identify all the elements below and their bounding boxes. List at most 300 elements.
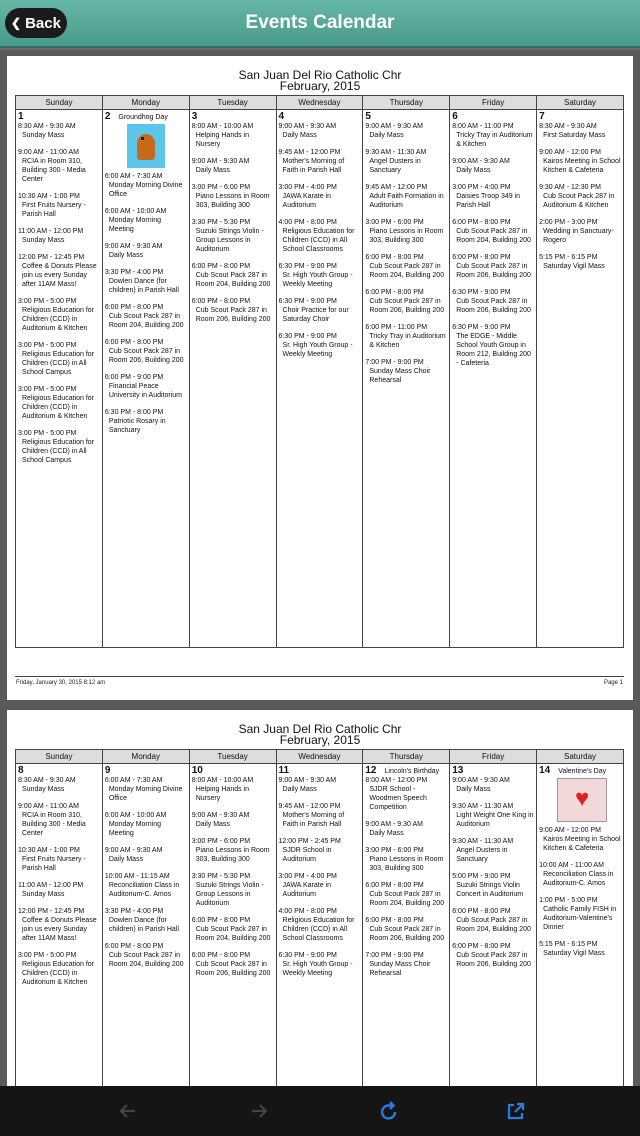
event-time: 6:30 PM - 9:00 PM (278, 263, 337, 270)
event-time: 9:00 AM - 9:30 AM (191, 812, 250, 819)
refresh-icon[interactable] (374, 1096, 404, 1126)
calendar-event[interactable] (452, 157, 534, 175)
event-description: Daily Mass (108, 856, 144, 863)
event-time: 10:30 AM - 1:00 PM (18, 847, 80, 854)
event-time: 6:00 PM - 9:00 PM (104, 374, 164, 381)
calendar-event[interactable] (279, 332, 361, 359)
weekday-header: Tuesday (189, 750, 276, 764)
calendar-event[interactable] (365, 122, 447, 140)
day-number: 14 (539, 765, 551, 776)
event-time: 6:00 PM - 8:00 PM (104, 339, 164, 346)
calendar-event[interactable] (365, 951, 447, 978)
event-time: 8:00 AM - 11:00 PM (452, 123, 514, 130)
event-time: 10:00 AM - 11:15 AM (104, 873, 170, 880)
event-time: 6:00 AM - 7:30 AM (104, 173, 163, 180)
event-description: Suzuki Strings Violin - Group Lessons in Auditorium (195, 882, 264, 907)
day-cell[interactable] (276, 110, 363, 648)
calendar-event[interactable] (192, 872, 274, 908)
calendar-event[interactable] (279, 183, 361, 210)
calendar-event[interactable] (18, 122, 100, 140)
weekday-header: Monday (102, 750, 189, 764)
event-time: 6:30 PM - 9:00 PM (278, 298, 337, 305)
event-time: 9:30 AM - 11:30 AM (365, 149, 427, 156)
event-time: 3:00 PM - 6:00 PM (365, 847, 424, 854)
calendar-event[interactable] (18, 297, 100, 333)
calendar-event[interactable] (365, 323, 447, 350)
holiday-label: Groundhog Day (118, 114, 168, 121)
event-description: Cub Scout Pack 287 in Room 204, Building 200 (369, 891, 445, 907)
event-description: Cub Scout Pack 287 in Room 204, Building 200 (108, 952, 184, 968)
weekday-header: Monday (102, 96, 189, 110)
event-description: Angel Dusters in Sanctuary (456, 847, 508, 863)
event-description: Sunday Mass Choir Rehearsal (369, 961, 431, 977)
calendar-event[interactable] (192, 776, 274, 803)
day-header (365, 765, 447, 776)
weekday-header: Saturday (537, 750, 624, 764)
calendar-event[interactable] (105, 872, 187, 899)
groundhog-figure (137, 134, 155, 160)
calendar-event[interactable] (365, 820, 447, 838)
calendar-event[interactable] (539, 826, 621, 853)
event-time: 6:30 PM - 9:00 PM (452, 289, 511, 296)
event-description: Daily Mass (369, 830, 404, 837)
event-description: First Saturday Mass (543, 132, 606, 139)
calendar-event[interactable] (365, 776, 447, 812)
event-description: Angel Dusters in Sanctuary (369, 158, 421, 174)
calendar-event[interactable] (452, 776, 534, 794)
event-description: Cub Scout Pack 287 in Room 204, Building 200 (108, 313, 184, 329)
event-description: Coffee & Donuts Please join us every Sunday after 11AM Mass! (22, 263, 97, 288)
event-time: 9:00 AM - 9:30 AM (191, 158, 250, 165)
event-time: 6:30 PM - 9:00 PM (278, 952, 337, 959)
event-description: Cub Scout Pack 287 in Room 206, Building 200 (108, 348, 184, 364)
event-description: Reconciliation Class in Auditorium-C. Amos (543, 871, 614, 887)
event-description: Sunday Mass (22, 132, 65, 139)
day-number: 7 (539, 111, 545, 122)
calendar-event[interactable] (192, 811, 274, 829)
event-description: Dowlen Dance (for children) in Parish Hall (108, 278, 179, 294)
day-cell[interactable] (450, 110, 537, 648)
calendar-event[interactable] (105, 776, 187, 803)
calendar-event[interactable] (539, 218, 621, 245)
day-header (452, 765, 534, 776)
chevron-left-icon: ❮ (11, 16, 22, 30)
event-time: 3:00 PM - 4:00 PM (278, 873, 337, 880)
event-time: 8:00 AM - 10:00 AM (191, 123, 254, 130)
arrow-left-icon[interactable] (113, 1096, 143, 1126)
calendar-event[interactable] (18, 341, 100, 377)
day-header (192, 111, 274, 122)
event-description: Reconciliation Class in Auditorium-C. Amos (108, 882, 180, 898)
event-description: SJDR School - Woodmen Speech Competition (369, 786, 427, 811)
event-description: Cub Scout Pack 287 in Room 204, Building 200 (369, 263, 445, 279)
day-cell[interactable] (537, 110, 624, 648)
calendar-event[interactable] (279, 776, 361, 794)
calendar-event[interactable] (452, 218, 534, 245)
calendar-event[interactable] (18, 148, 100, 184)
day-cell[interactable] (16, 764, 103, 1087)
event-time: 8:00 AM - 10:00 AM (191, 777, 254, 784)
calendar-event[interactable] (365, 183, 447, 210)
day-cell[interactable] (537, 764, 624, 1087)
calendar-event[interactable] (18, 802, 100, 838)
calendar-event[interactable] (192, 262, 274, 289)
event-time: 3:00 PM - 5:00 PM (18, 386, 77, 393)
event-description: Cub Scout Pack 287 in Room 206, Building 200 (195, 961, 271, 977)
calendar-event[interactable] (452, 183, 534, 210)
event-time: 6:00 AM - 10:00 AM (104, 812, 167, 819)
event-description: Piano Lessons in Room 303, Building 300 (195, 193, 270, 209)
event-description: Sr. High Youth Group - Weekly Meeting (282, 961, 353, 977)
event-description: Monday Morning Meeting (108, 821, 161, 837)
calendar-event[interactable] (192, 218, 274, 254)
calendar-event[interactable] (18, 385, 100, 421)
calendar-event[interactable] (192, 183, 274, 210)
event-time: 3:00 PM - 6:00 PM (191, 838, 251, 845)
heart-icon: ♥ (574, 785, 590, 812)
day-header (18, 765, 100, 776)
event-time: 3:00 PM - 5:00 PM (18, 298, 77, 305)
event-time: 6:00 PM - 8:00 PM (365, 882, 424, 889)
event-description: Saturday Vigil Mass (543, 263, 605, 270)
event-description: Cub Scout Pack 287 in Room 206, Building 200 (456, 263, 531, 279)
event-description: Religious Education for Children (CCD) in Auditorium & Kitchen (22, 395, 94, 420)
day-cell[interactable] (276, 764, 363, 1087)
valentine-image (557, 778, 607, 822)
event-description: JAWA Karate in Auditorium (282, 882, 332, 898)
event-time: 6:00 PM - 8:00 PM (365, 917, 424, 924)
event-description: Cub Scout Pack 287 in Auditorium & Kitchen (543, 193, 615, 209)
calendar-event[interactable] (279, 218, 361, 254)
event-time: 9:00 AM - 11:00 AM (18, 803, 79, 810)
calendar-event[interactable] (452, 323, 534, 368)
calendar-event[interactable] (279, 872, 361, 899)
event-time: 2:00 PM - 3:00 PM (539, 219, 598, 226)
event-time: 6:00 PM - 8:00 PM (191, 917, 251, 924)
calendar-event[interactable] (452, 802, 534, 829)
calendar-grid (15, 749, 624, 1086)
event-description: Sr. High Youth Group - Weekly Meeting (282, 272, 353, 288)
event-description: Coffee & Donuts Please join us every Sunday after 11AM Mass! (22, 917, 97, 942)
day-cell[interactable] (16, 110, 103, 648)
day-number: 12 (365, 765, 377, 776)
event-description: RCIA in Room 310, Building 300 - Media Center (22, 812, 86, 837)
event-time: 11:00 AM - 12:00 PM (18, 228, 84, 235)
calendar-event[interactable] (452, 253, 534, 280)
event-time: 6:00 PM - 11:00 PM (365, 324, 428, 331)
weekday-header: Friday (450, 750, 537, 764)
day-number: 9 (104, 765, 111, 776)
calendar-event[interactable] (192, 916, 274, 943)
calendar-event[interactable] (18, 429, 100, 465)
event-description: Helping Hands in Nursery (195, 786, 249, 802)
event-description: Light Weight One King in Auditorium (456, 812, 534, 828)
event-description: Daily Mass (369, 132, 404, 139)
holiday-label: Lincoln's Birthday (384, 768, 440, 775)
calendar-event[interactable] (105, 907, 187, 934)
event-time: 9:30 AM - 11:30 AM (452, 838, 514, 845)
event-description: Cub Scout Pack 287 in Room 206, Building 200 (369, 298, 445, 314)
calendar-event[interactable] (279, 802, 361, 829)
event-time: 9:00 AM - 9:30 AM (365, 123, 423, 130)
calendar-event[interactable] (18, 951, 100, 987)
calendar-event[interactable] (279, 262, 361, 289)
event-description: Sr. High Youth Group - Weekly Meeting (282, 342, 353, 358)
weekday-header: Thursday (363, 750, 450, 764)
calendar-event[interactable] (539, 253, 621, 271)
calendar-event[interactable] (539, 148, 621, 175)
event-time: 6:00 PM - 8:00 PM (452, 254, 511, 261)
day-cell[interactable] (102, 110, 189, 648)
event-time: 6:00 PM - 8:00 PM (452, 943, 511, 950)
calendar-event[interactable] (18, 881, 100, 899)
event-time: 3:00 PM - 5:00 PM (18, 430, 77, 437)
calendar-event[interactable] (18, 907, 100, 943)
weekday-header: Thursday (363, 96, 450, 110)
calendar-viewer[interactable] (0, 50, 640, 1086)
calendar-header (7, 70, 633, 92)
calendar-event[interactable] (279, 907, 361, 943)
event-time: 3:30 PM - 5:30 PM (191, 873, 251, 880)
event-description: Daily Mass (282, 132, 317, 139)
calendar-event[interactable] (105, 846, 187, 864)
event-time: 3:00 PM - 6:00 PM (191, 184, 251, 191)
event-description: Catholic Family FISH in Auditorium-Valentine's Dinner (543, 906, 617, 931)
month-label: February, 2015 (279, 733, 361, 747)
bottom-toolbar (0, 1086, 640, 1136)
event-time: 8:30 AM - 9:30 AM (18, 777, 76, 784)
event-time: 9:00 AM - 9:30 AM (278, 777, 337, 784)
weekday-header: Saturday (537, 96, 624, 110)
weekday-header: Friday (450, 96, 537, 110)
event-time: 8:30 AM - 9:30 AM (18, 123, 76, 130)
parish-name: San Juan Del Rio Catholic Chr (238, 68, 402, 82)
calendar-header (7, 724, 633, 746)
event-time: 9:45 AM - 12:00 PM (278, 149, 341, 156)
event-description: Cub Scout Pack 287 in Room 204, Building 200 (456, 228, 531, 244)
calendar-event[interactable] (279, 951, 361, 978)
weekday-header: Wednesday (276, 96, 363, 110)
event-description: First Fruits Nursery - Parish Hall (22, 202, 86, 218)
event-description: Religious Education for Children (CCD) in All School Campus (22, 351, 94, 376)
calendar-event[interactable] (192, 837, 274, 864)
event-time: 9:30 AM - 11:30 AM (452, 803, 514, 810)
weekday-header: Tuesday (189, 96, 276, 110)
calendar-event[interactable] (192, 122, 274, 149)
event-time: 9:30 AM - 12:30 PM (539, 184, 601, 191)
event-time: 9:45 AM - 12:00 PM (365, 184, 428, 191)
calendar-event[interactable] (452, 122, 534, 149)
event-description: Religious Education for Children (CCD) in All School Classrooms (282, 917, 355, 942)
calendar-event[interactable] (539, 940, 621, 958)
day-cell[interactable] (189, 764, 276, 1087)
day-cell[interactable] (363, 110, 450, 648)
event-description: Cub Scout Pack 287 in Room 206, Building 200 (369, 926, 445, 942)
event-description: Dowlen Dance (for children) in Parish Hall (108, 917, 179, 933)
calendar-event[interactable] (192, 157, 274, 175)
calendar-event[interactable] (105, 268, 187, 295)
calendar-event[interactable] (18, 253, 100, 289)
event-description: Daily Mass (282, 786, 317, 793)
calendar-event[interactable] (105, 811, 187, 838)
event-time: 11:00 AM - 12:00 PM (18, 882, 84, 889)
calendar-event[interactable] (18, 846, 100, 873)
event-time: 9:00 AM - 9:30 AM (104, 243, 163, 250)
event-time: 3:00 PM - 5:00 PM (18, 342, 77, 349)
page-number: Page 1 (603, 680, 623, 686)
calendar-event[interactable] (279, 297, 361, 324)
calendar-event[interactable] (452, 872, 534, 899)
day-number: 11 (278, 765, 290, 776)
calendar-event[interactable] (105, 242, 187, 260)
event-description: Sunday Mass (22, 891, 65, 898)
calendar-event[interactable] (365, 288, 447, 315)
event-time: 9:00 AM - 9:30 AM (452, 777, 510, 784)
event-time: 12:00 PM - 12:45 PM (18, 254, 85, 261)
calendar-event[interactable] (18, 227, 100, 245)
event-time: 9:45 AM - 12:00 PM (278, 803, 341, 810)
calendar-event[interactable] (452, 837, 534, 864)
event-time: 10:00 AM - 11:00 AM (539, 862, 604, 869)
event-time: 3:00 PM - 5:00 PM (18, 952, 77, 959)
event-description: Choir Practice for our Saturday Choir (282, 307, 349, 323)
event-time: 6:00 PM - 8:00 PM (191, 952, 251, 959)
calendar-event[interactable] (452, 942, 534, 969)
arrow-right-icon[interactable] (244, 1096, 274, 1126)
event-time: 7:00 PM - 9:00 PM (365, 359, 424, 366)
event-time: 9:00 AM - 9:30 AM (452, 158, 510, 165)
parish-name: San Juan Del Rio Catholic Chr (238, 722, 402, 736)
calendar-event[interactable] (365, 218, 447, 245)
event-description: Religious Education for Children (CCD) in Auditorium & Kitchen (22, 307, 94, 332)
event-description: Monday Morning Divine Office (108, 786, 183, 802)
day-header (539, 111, 621, 122)
month-label: February, 2015 (279, 79, 361, 93)
calendar-grid (15, 95, 624, 648)
event-time: 5:15 PM - 6:15 PM (539, 254, 598, 261)
event-description: Daily Mass (456, 786, 491, 793)
event-time: 5:15 PM - 6:15 PM (539, 941, 598, 948)
event-description: First Fruits Nursery - Parish Hall (22, 856, 86, 872)
event-description: Daily Mass (195, 167, 230, 174)
calendar-event[interactable] (365, 358, 447, 385)
calendar-event[interactable] (105, 338, 187, 365)
calendar-event[interactable] (192, 951, 274, 978)
event-description: Monday Morning Meeting (108, 217, 161, 233)
event-time: 3:00 PM - 4:00 PM (452, 184, 511, 191)
event-description: Cub Scout Pack 287 in Room 204, Building 200 (195, 272, 271, 288)
event-time: 6:30 PM - 8:00 PM (104, 409, 164, 416)
event-description: The EDGE - Middle School Youth Group in Room 212, Building 200 - Cafeteria (456, 333, 531, 367)
holiday-label: Valentine's Day (558, 768, 607, 775)
calendar-page-2 (7, 710, 633, 1086)
event-time: 3:00 PM - 4:00 PM (278, 184, 337, 191)
day-header (279, 765, 361, 776)
day-cell[interactable] (102, 764, 189, 1087)
calendar-event[interactable] (539, 183, 621, 210)
day-header (279, 111, 361, 122)
event-description: Helping Hands in Nursery (195, 132, 249, 148)
day-header (365, 111, 447, 122)
event-time: 9:00 AM - 9:30 AM (278, 123, 337, 130)
event-time: 9:00 AM - 12:00 PM (539, 827, 601, 834)
calendar-event[interactable] (105, 373, 187, 400)
calendar-event[interactable] (192, 297, 274, 324)
page-title: Events Calendar (245, 12, 395, 33)
event-time: 6:00 PM - 8:00 PM (365, 254, 424, 261)
calendar-event[interactable] (539, 896, 621, 932)
day-number: 8 (18, 765, 24, 776)
event-description: Daily Mass (456, 167, 491, 174)
event-time: 6:00 PM - 8:00 PM (191, 298, 251, 305)
calendar-event[interactable] (365, 881, 447, 908)
event-time: 9:00 AM - 12:00 PM (539, 149, 601, 156)
calendar-event[interactable] (365, 846, 447, 873)
calendar-event[interactable] (105, 172, 187, 199)
calendar-event[interactable] (105, 303, 187, 330)
calendar-event[interactable] (365, 253, 447, 280)
day-number: 13 (452, 765, 464, 776)
event-time: 8:00 AM - 12:00 PM (365, 777, 428, 784)
calendar-event[interactable] (365, 148, 447, 175)
calendar-event[interactable] (105, 942, 187, 969)
calendar-event[interactable] (279, 122, 361, 140)
day-number: 2 (104, 111, 111, 122)
event-time: 3:30 PM - 4:00 PM (104, 908, 164, 915)
event-time: 3:30 PM - 5:30 PM (191, 219, 251, 226)
calendar-event[interactable] (18, 776, 100, 794)
calendar-event[interactable] (452, 907, 534, 934)
day-number: 4 (278, 111, 285, 122)
calendar-event[interactable] (539, 861, 621, 888)
day-number: 6 (452, 111, 458, 122)
event-description: JAWA Karate in Auditorium (282, 193, 332, 209)
event-description: Daisies Troop 349 in Parish Hall (456, 193, 521, 209)
event-time: 10:30 AM - 1:00 PM (18, 193, 80, 200)
event-description: Mother's Morning of Faith in Parish Hall (282, 158, 345, 174)
event-time: 6:30 PM - 9:00 PM (278, 333, 337, 340)
day-header (452, 111, 534, 122)
day-cell[interactable] (450, 764, 537, 1087)
event-description: Sunday Mass Choir Rehearsal (369, 368, 431, 384)
calendar-event[interactable] (539, 122, 621, 140)
event-description: Patriotic Rosary in Sanctuary (108, 418, 166, 434)
calendar-event[interactable] (365, 916, 447, 943)
day-number: 3 (191, 111, 198, 122)
calendar-event[interactable] (18, 192, 100, 219)
calendar-event[interactable] (452, 288, 534, 315)
event-description: Religious Education for Children (CCD) in Auditorium & Kitchen (22, 961, 94, 986)
calendar-event[interactable] (105, 408, 187, 435)
calendar-event[interactable] (279, 148, 361, 175)
event-time: 9:00 AM - 9:30 AM (104, 847, 163, 854)
event-time: 7:00 PM - 9:00 PM (365, 952, 424, 959)
event-description: Kairos Meeting in School Kitchen & Cafeteria (543, 158, 621, 174)
event-description: Cub Scout Pack 287 in Room 204, Building 200 (195, 926, 271, 942)
event-description: Suzuki Strings Violin - Group Lessons in Auditorium (195, 228, 264, 253)
event-description: Cub Scout Pack 287 in Room 206, Building 200 (456, 952, 531, 968)
day-header (192, 765, 274, 776)
day-number: 10 (191, 765, 203, 776)
event-description: Monday Morning Divine Office (108, 182, 183, 198)
share-icon[interactable] (501, 1096, 531, 1126)
day-cell[interactable] (363, 764, 450, 1087)
event-description: Piano Lessons in Room 303, Building 300 (195, 847, 270, 863)
calendar-event[interactable] (105, 207, 187, 234)
day-cell[interactable] (189, 110, 276, 648)
calendar-event[interactable] (279, 837, 361, 864)
event-description: Cub Scout Pack 287 in Room 204, Building 200 (456, 917, 531, 933)
